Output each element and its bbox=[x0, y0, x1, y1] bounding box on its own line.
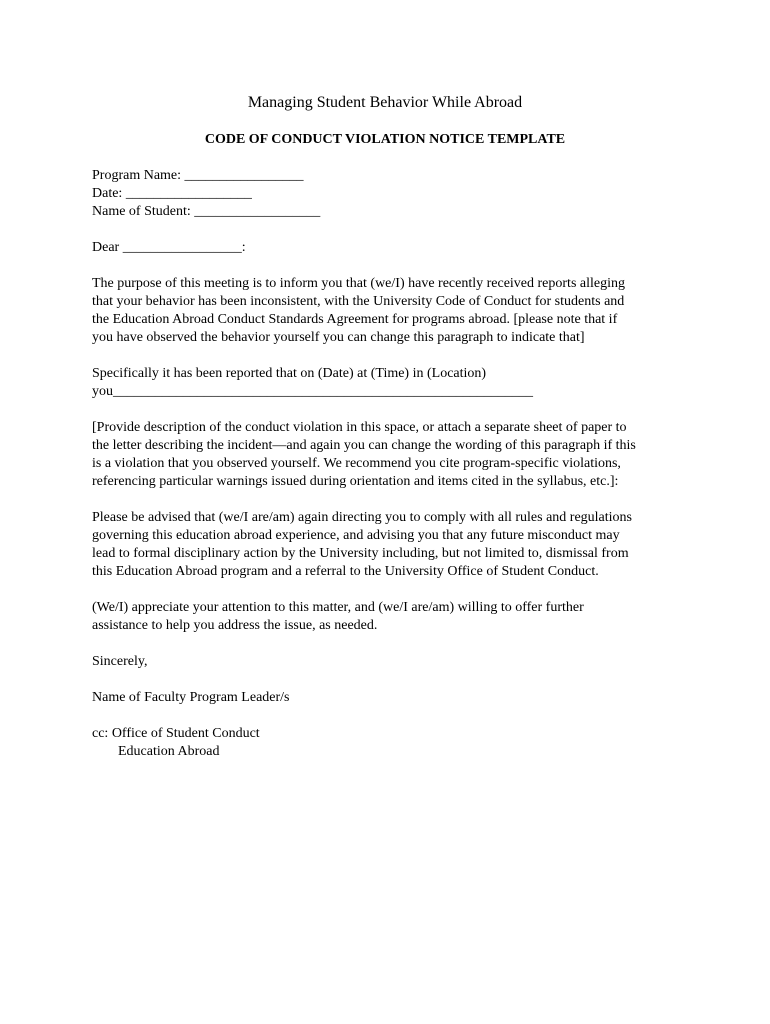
student-name-field: Name of Student: __________________ bbox=[92, 204, 321, 219]
date-field: Date: __________________ bbox=[92, 186, 252, 201]
signature-line: Name of Faculty Program Leader/s bbox=[92, 690, 290, 705]
text-line: referencing particular warnings issued during orientation and items cited in the syllabus, etc.]: bbox=[92, 474, 619, 489]
text-line: the letter describing the incident—and again you can change the wording of this paragraph if this bbox=[92, 438, 636, 453]
paragraph-specifically bbox=[92, 365, 692, 401]
text-line: assistance to help you address the issue, as needed. bbox=[92, 618, 378, 633]
paragraph-purpose bbox=[92, 275, 692, 347]
text-line: is a violation that you observed yourself. We recommend you cite program-specific violations, bbox=[92, 456, 621, 471]
salutation bbox=[92, 239, 692, 257]
text-line: The purpose of this meeting is to inform you that (we/I) have recently received reports alleging bbox=[92, 276, 625, 291]
document-title: CODE OF CONDUCT VIOLATION NOTICE TEMPLATE bbox=[204, 132, 566, 147]
running-header: Managing Student Behavior While Abroad bbox=[247, 94, 523, 111]
form-fields bbox=[92, 167, 692, 221]
paragraph-advised bbox=[92, 509, 692, 581]
text-line: this Education Abroad program and a referral to the University Office of Student Conduct. bbox=[92, 564, 599, 579]
closing bbox=[92, 653, 692, 671]
text-line: that your behavior has been inconsistent, with the University Code of Conduct for students and bbox=[92, 294, 625, 309]
letter-body bbox=[92, 167, 692, 779]
cc-block bbox=[92, 725, 692, 761]
paragraph-appreciate bbox=[92, 599, 692, 635]
text-line: the Education Abroad Conduct Standards Agreement for programs abroad. [please note that if bbox=[92, 312, 618, 327]
cc-line-2: Education Abroad bbox=[118, 744, 220, 759]
program-name-field: Program Name: _________________ bbox=[92, 168, 304, 183]
paragraph-description bbox=[92, 419, 692, 491]
signature bbox=[92, 689, 692, 707]
text-line: [Provide description of the conduct violation in this space, or attach a separate sheet of paper to bbox=[92, 420, 627, 435]
text-line: Specifically it has been reported that on (Date) at (Time) in (Location) bbox=[92, 366, 487, 381]
text-line: (We/I) appreciate your attention to this matter, and (we/I are/am) willing to offer further bbox=[92, 600, 584, 615]
text-line: Please be advised that (we/I are/am) again directing you to comply with all rules and regulations bbox=[92, 510, 632, 525]
text-line: lead to formal disciplinary action by the University including, but not limited to, dismissal from bbox=[92, 546, 629, 561]
text-line: governing this education abroad experience, and advising you that any future misconduct may bbox=[92, 528, 620, 543]
closing-line: Sincerely, bbox=[92, 654, 148, 669]
salutation-line: Dear _________________: bbox=[92, 240, 246, 255]
cc-line-1: cc: Office of Student Conduct bbox=[92, 726, 260, 741]
text-line: you____________________________________________________________ bbox=[92, 384, 533, 399]
text-line: you have observed the behavior yourself you can change this paragraph to indicate that] bbox=[92, 330, 585, 345]
